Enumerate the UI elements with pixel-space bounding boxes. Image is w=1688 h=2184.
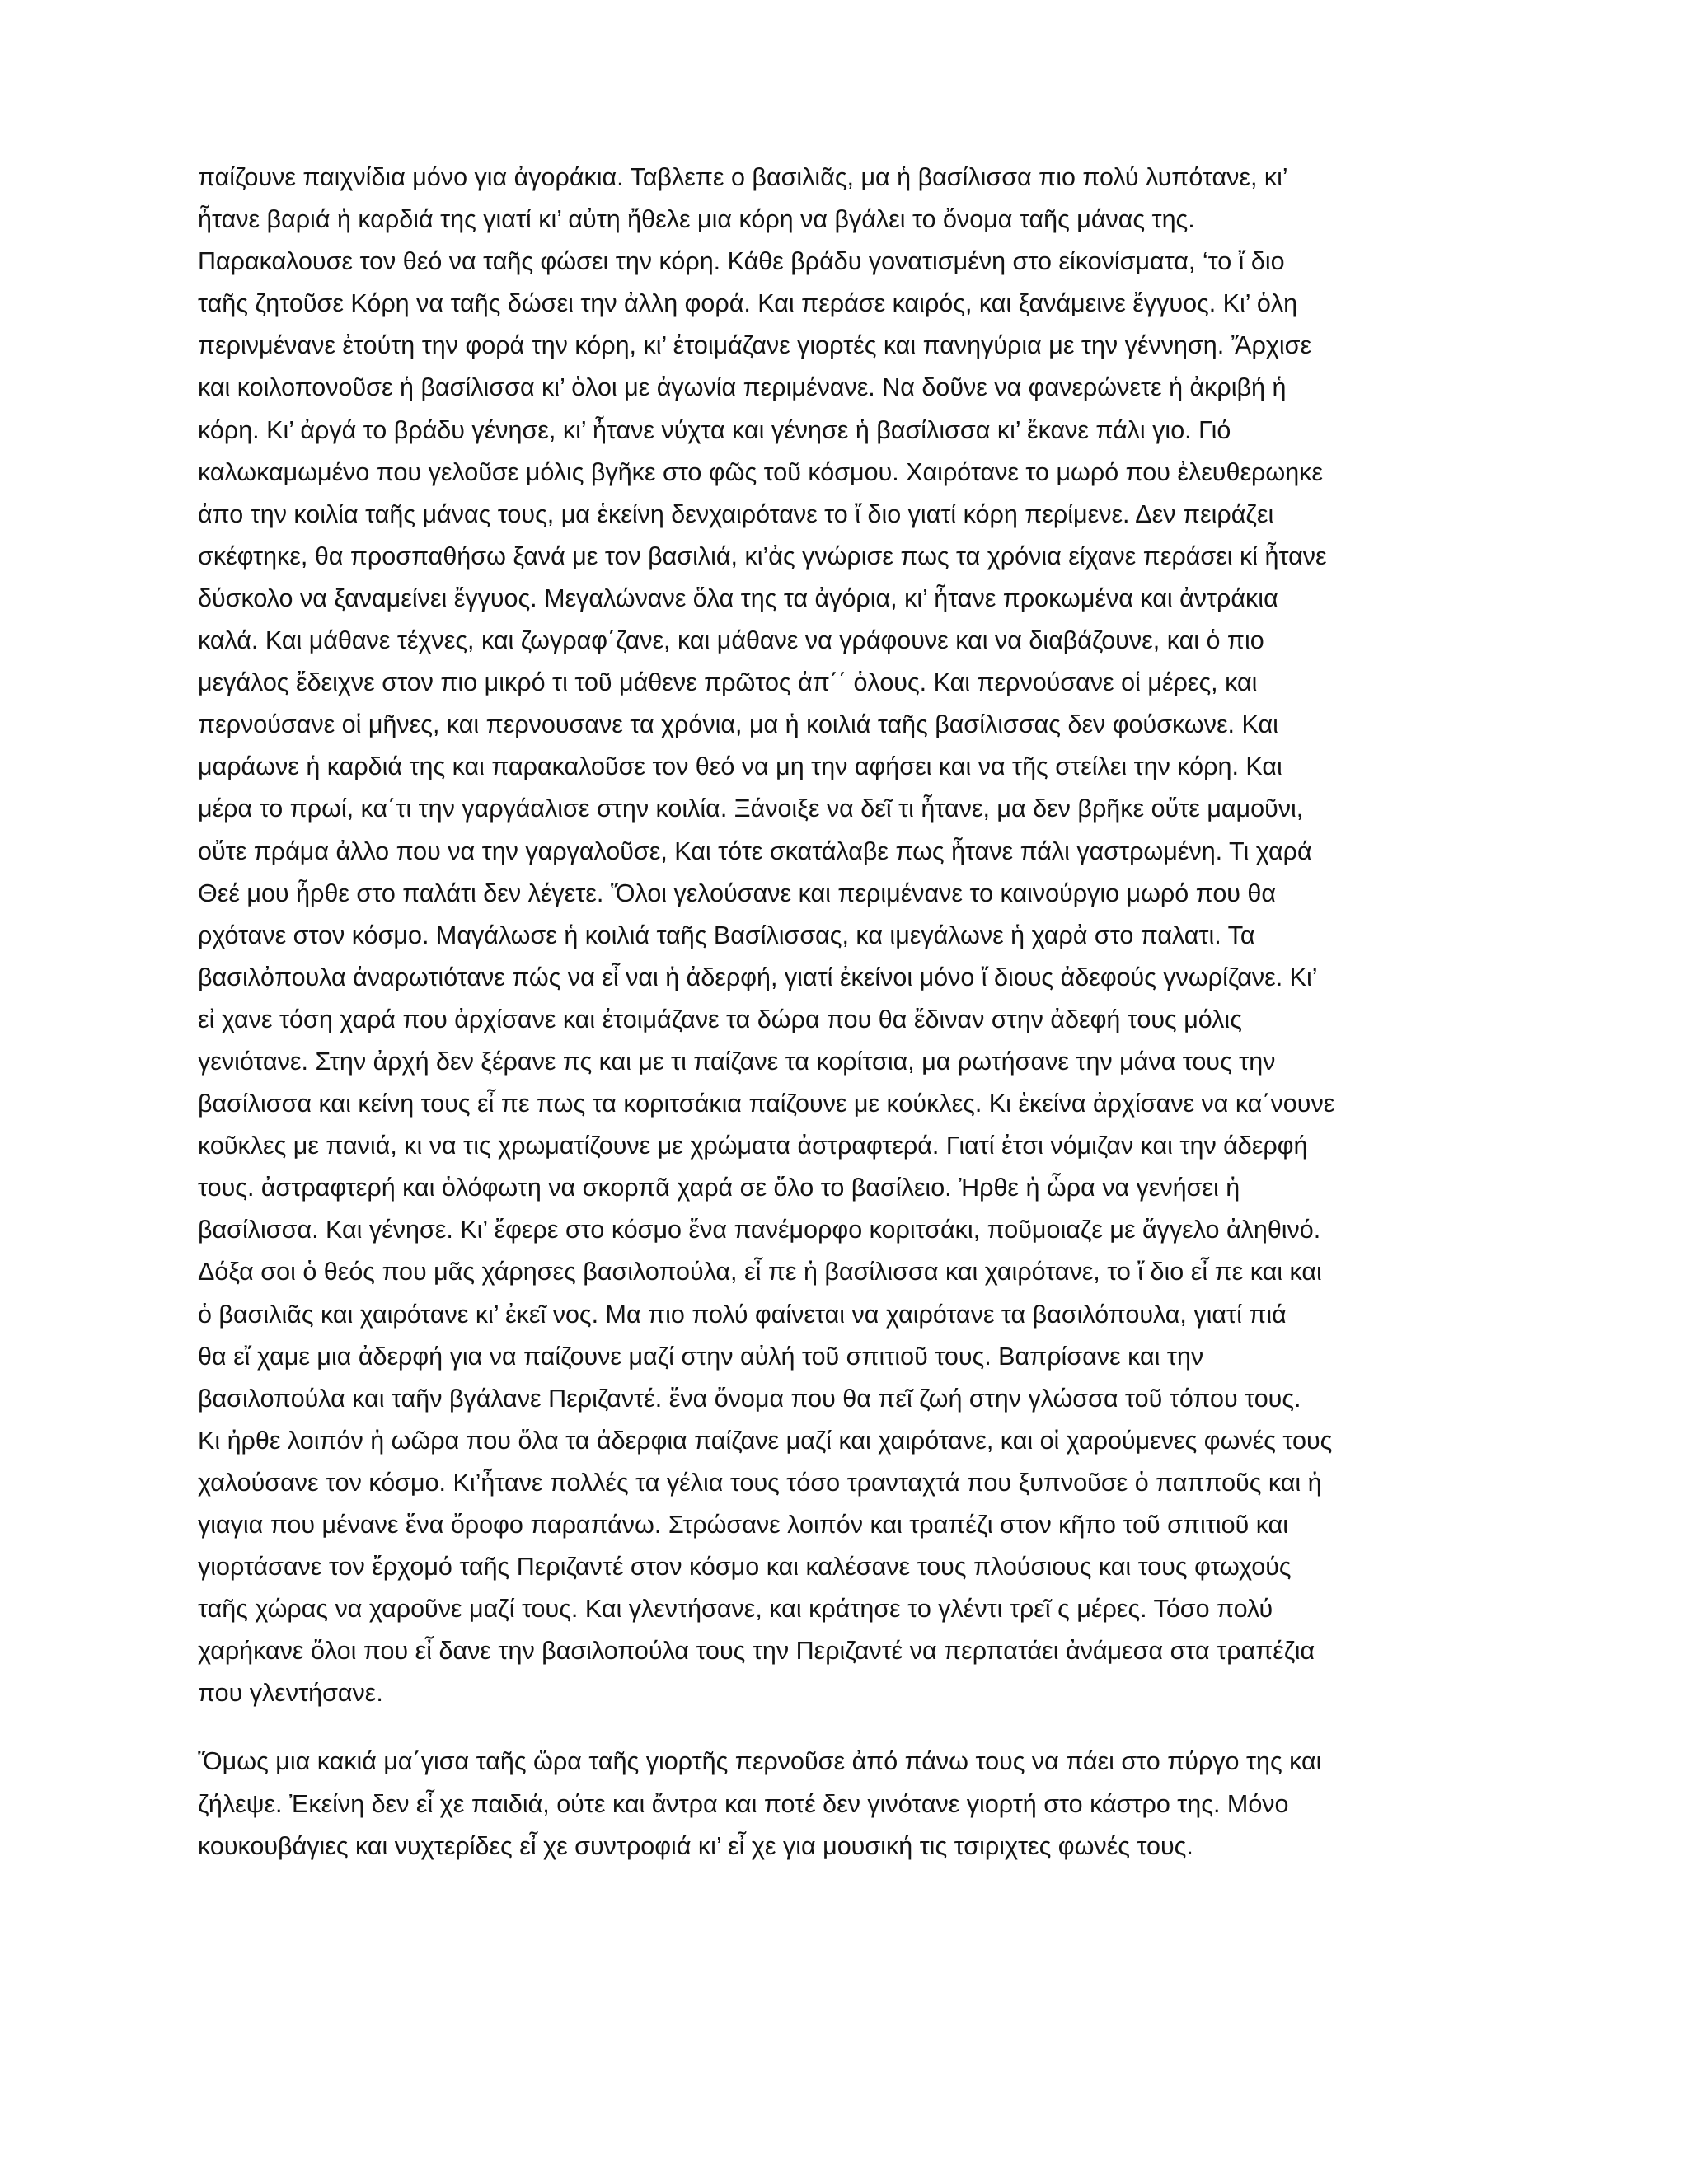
text-line: ζήλεψε. Ἐκείνη δεν εἶ χε παιδιά, ούτε και ἄντρα και ποτέ δεν γινότανε γιορτή στο κάστρο της. Μόνο [198, 1789, 1289, 1818]
text-line: περινμένανε ἐτούτη την φορά την κόρη, κι’ ἐτοιμάζανε γιορτές και πανηγύρια με την γέννηση. Ἄρχισε [198, 331, 1312, 360]
text-line: ἀπο την κοιλία ταῆς μάνας τους, μα ἑκείνη δενχαιρότανε το ἴ διο γιατί κόρη περίμενε. Δεν πειράζει [198, 499, 1274, 528]
text-line: θα εἴ χαμε μια ἀδερφή για να παίζουνε μαζί στην αὐλή τοῦ σπιτιοῦ τους. Βαπρίσανε και την [198, 1342, 1204, 1371]
text-line: δύσκολο να ξαναμείνει ἔγγυος. Μεγαλώνανε ὅλα της τα ἀγόρια, κι’ ἦτανε προκωμένα και ἀντράκια [198, 583, 1278, 612]
text-line: βασίλισσα. Και γένησε. Κι’ ἔφερε στο κόσμο ἕνα πανέμορφο κοριτσάκι, ποῦμοιαζε με ἄγγελο ἀληθινό. [198, 1216, 1321, 1244]
text-line: κοῦκλες με πανιά, κι να τις χρωματίζουνε με χρώματα ἀστραφτερά. Γιατί ἐτσι νόμιζαν και την άδερφή [198, 1132, 1308, 1160]
text-line: γιορτάσανε τον ἔρχομό ταῆς Περιζαντέ στον κόσμο και καλέσανε τους πλούσιους και τους φτωχούς [198, 1553, 1292, 1582]
text-line: Κι ἠρθε λοιπόν ἡ ωῶρα που ὅλα τα ἀδερφια παίζανε μαζί και χαιρότανε, και οἱ χαρούμενες φωνές τους [198, 1426, 1333, 1455]
paragraph [198, 157, 1492, 1714]
text-line: βασίλισσα και κείνη τους εἶ πε πως τα κοριτσάκια παίζουνε με κούκλες. Κι ἑκείνα ἀρχίσανε να κα΄νουνε [198, 1090, 1335, 1118]
text-line: ὁ βασιλιᾶς και χαιρότανε κι’ ἐκεῖ νος. Μα πιο πολύ φαίνεται να χαιρότανε τα βασιλόπουλα, γιατί πιά [198, 1300, 1287, 1329]
document-body [198, 157, 1492, 1868]
text-line: γιαγια που μένανε ἕνα ὄροφο παραπάνω. Στρώσανε λοιπόν και τραπέζι στον κῆπο τοῦ σπιτιοῦ και [198, 1511, 1289, 1539]
text-line: βασιλὀπουλα ἀναρωτιότανε πώς να εἶ ναι ἡ ἀδερφή, γιατί ἐκείνοι μόνο ἴ διους ἀδεφούς γνωρίζανε. Κι’ [198, 963, 1318, 991]
text-line: μαράωνε ἡ καρδιά της και παρακαλοῦσε τον θεό να μη την αφήσει και να τῆς στείλει την κόρη. Και [198, 752, 1282, 781]
text-line: κόρη. Κι’ ἀργά το βράδυ γένησε, κι’ ἦτανε νύχτα και γένησε ἡ βασίλισσα κι’ ἔκανε πάλι γιο. Γιό [198, 415, 1231, 444]
text-line: μεγάλος ἔδειχνε στον πιο μικρό τι τοῦ μάθενε πρῶτος ἀπ΄΄ ὁλους. Και περνούσανε οἱ μέρες, και [198, 668, 1258, 697]
text-line: ρχότανε στον κόσμο. Μαγάλωσε ἡ κοιλιά ταῆς Βασίλισσας, κα ιμεγάλωνε ἡ χαρἀ στο παλατι. Τα [198, 921, 1255, 949]
text-line: που γλεντήσανε. [198, 1679, 383, 1708]
text-line: χαλούσανε τον κόσμο. Κι’ἦτανε πολλές τα γέλια τους τόσο τρανταχτά που ξυπνοῦσε ὁ παπποῦς και ἡ [198, 1468, 1322, 1497]
text-line: κουκουβάγιες και νυχτερίδες εἶ χε συντροφιά κι’ εἶ χε για μουσική τις τσιριχτες φωνές τους. [198, 1831, 1193, 1860]
text-line: βασιλοπούλα και ταῆν βγάλανε Περιζαντέ. ἕνα ὄνομα που θα πεῖ ζωή στην γλώσσα τοῦ τόπου τους. [198, 1384, 1301, 1413]
text-line: ταῆς ζητοῦσε Κόρη να ταῆς δώσει την ἀλλη φορά. Και περάσε καιρός, και ξανάμεινε ἔγγυος. Κι’ ὁλη [198, 289, 1298, 318]
text-line: Ὅμως μια κακιά μα΄γισα ταῆς ὥρα ταῆς γιορτῆς περνοῦσε ἀπό πάνω τους να πάει στο πύργο της και [198, 1747, 1322, 1776]
text-line: γενιότανε. Στην ἀρχή δεν ξέρανε πς και με τι παίζανε τα κορίτσια, μα ρωτήσανε την μάνα τους την [198, 1047, 1276, 1076]
text-line: τους. ἀστραφτερή και ὁλόφωτη να σκορπᾶ χαρά σε ὅλο το βασίλειο. Ἠρθε ἡ ὦρα να γενήσει ἡ [198, 1174, 1240, 1202]
paragraph-spacer [198, 1714, 1492, 1741]
text-line: Θεέ μου ἦρθε στο παλάτι δεν λέγετε. Ὅλοι γελούσανε και περιμένανε το καινούργιο μωρό που θα [198, 879, 1277, 907]
text-line: μέρα το πρωί, κα΄τι την γαργάαλισε στην κοιλία. Ξάνοιξε να δεῖ τι ἦτανε, μα δεν βρῆκε οὔτε μαμοῦνι, [198, 794, 1304, 823]
text-line: παίζουνε παιχνίδια μόνο για ἀγοράκια. Ταβλεπε ο βασιλιᾶς, μα ἡ βασίλισσα πιο πολύ λυπότανε, κι’ [198, 163, 1288, 191]
text-line: Παρακαλουσε τον θεό να ταῆς φώσει την κόρη. Κάθε βράδυ γονατισμένη στο είκονίσματα, ‘το ἴ διο [198, 247, 1285, 276]
text-line: εἰ χανε τόση χαρά που ἀρχίσανε και ἐτοιμάζανε τα δώρα που θα ἔδιναν στην ἀδεφή τους μόλις [198, 1005, 1242, 1033]
text-line: και κοιλοπονοῦσε ἡ βασίλισσα κι’ ὁλοι με ἀγωνία περιμένανε. Να δοῦνε να φανερώνετε ἡ ἀκριβή ἡ [198, 373, 1287, 402]
text-line: περνούσανε οἱ μῆνες, και περνουσανε τα χρόνια, μα ἡ κοιλιά ταῆς βασίλισσας δεν φούσκωνε. Και [198, 710, 1278, 739]
text-line: χαρήκανε ὅλοι που εἶ δανε την βασιλοπούλα τους την Περιζαντέ να περπατάει ἀνάμεσα στα τραπέζια [198, 1637, 1315, 1666]
text-line: ταῆς χώρας να χαροῦνε μαζί τους. Και γλεντήσανε, και κράτησε το γλέντι τρεῖ ς μέρες. Τόσο πολύ [198, 1595, 1273, 1624]
paragraph [198, 1741, 1492, 1867]
text-line: καλά. Και μάθανε τέχνες, και ζωγραφ΄ζανε, και μάθανε να γράφουνε και να διαβάζουνε, και ὁ πιο [198, 626, 1264, 655]
text-line: οὔτε πράμα ἀλλο που να την γαργαλοῦσε, Και τότε σκατάλαβε πως ἦτανε πάλι γαστρωμένη. Τι χαρά [198, 837, 1312, 865]
text-line: σκέφτηκε, θα προσπαθήσω ξανά με τον βασιλιά, κι’ἀς γνώρισε πως τα χρόνια είχανε περάσει κί ἦτανε [198, 541, 1327, 570]
text-line: ἦτανε βαριά ἡ καρδιά της γιατί κι’ αὐτη ἤθελε μια κόρη να βγάλει το ὄνομα ταῆς μάνας της. [198, 205, 1195, 234]
text-line: Δόξα σοι ὁ θεός που μᾶς χάρησες βασιλοπούλα, εἶ πε ἡ βασίλισσα και χαιρότανε, το ἴ διο εἶ πε και και [198, 1258, 1322, 1286]
text-line: καλωκαμωμένο που γελοῦσε μόλις βγῆκε στο φῶς τοῦ κόσμου. Χαιρότανε το μωρό που ἐλευθερωηκε [198, 457, 1324, 486]
